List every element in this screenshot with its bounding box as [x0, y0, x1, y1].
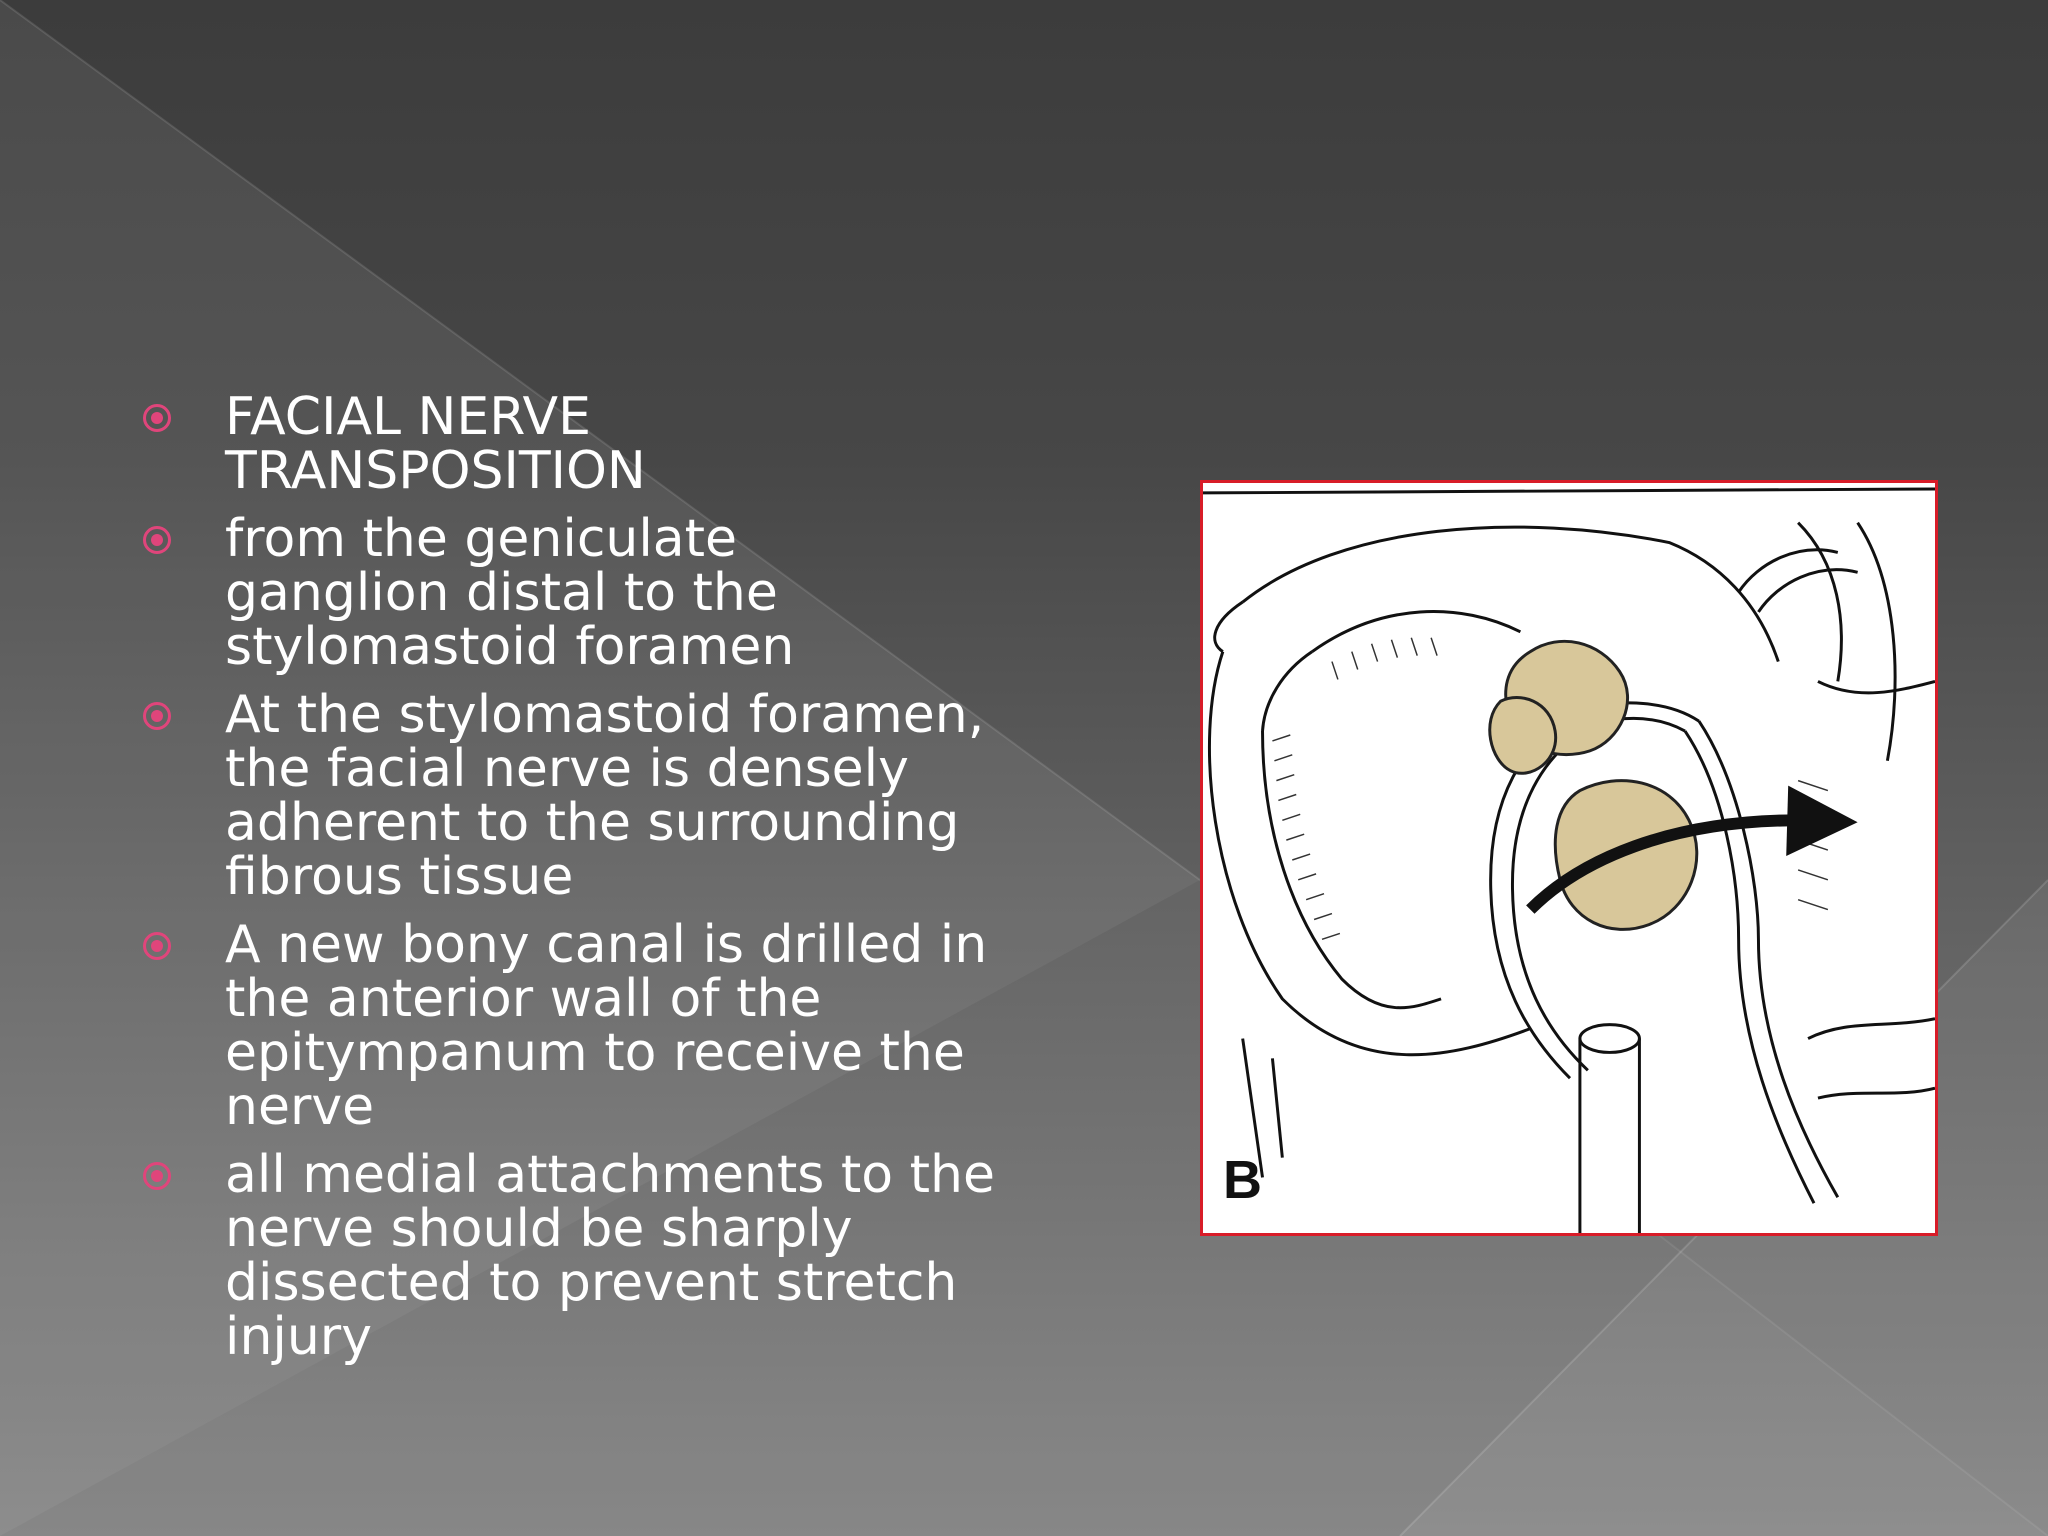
- figure-label: B: [1223, 1150, 1262, 1210]
- facial-nerve-drawing: [1203, 483, 1935, 1233]
- bullet-content: [135, 387, 1015, 1378]
- bullet-text: FACIAL NERVE TRANSPOSITION: [225, 387, 646, 501]
- circle-dot-icon: [143, 932, 171, 960]
- bullet-item: [135, 915, 1015, 1137]
- bullet-text: from the geniculate ganglion distal to the stylomastoid foramen: [225, 509, 795, 677]
- bullet-text: At the stylomastoid foramen, the facial nerve is densely adherent to the surrounding fibrous tissue: [225, 685, 985, 907]
- bullet-item: [135, 685, 1015, 907]
- circle-dot-icon: [143, 404, 171, 432]
- surgical-illustration: [1200, 480, 1938, 1236]
- circle-dot-icon: [143, 1162, 171, 1190]
- bullet-text: A new bony canal is drilled in the anterior wall of the epitympanum to receive the nerve: [225, 915, 988, 1137]
- bullet-item: [135, 387, 1015, 501]
- bullet-text: all medial attachments to the nerve should be sharply dissected to prevent stretch injury: [225, 1145, 995, 1367]
- bullet-item: [135, 509, 1015, 677]
- bullet-item: [135, 1145, 1015, 1367]
- circle-dot-icon: [143, 702, 171, 730]
- bullet-list: [135, 387, 1015, 1367]
- circle-dot-icon: [143, 526, 171, 554]
